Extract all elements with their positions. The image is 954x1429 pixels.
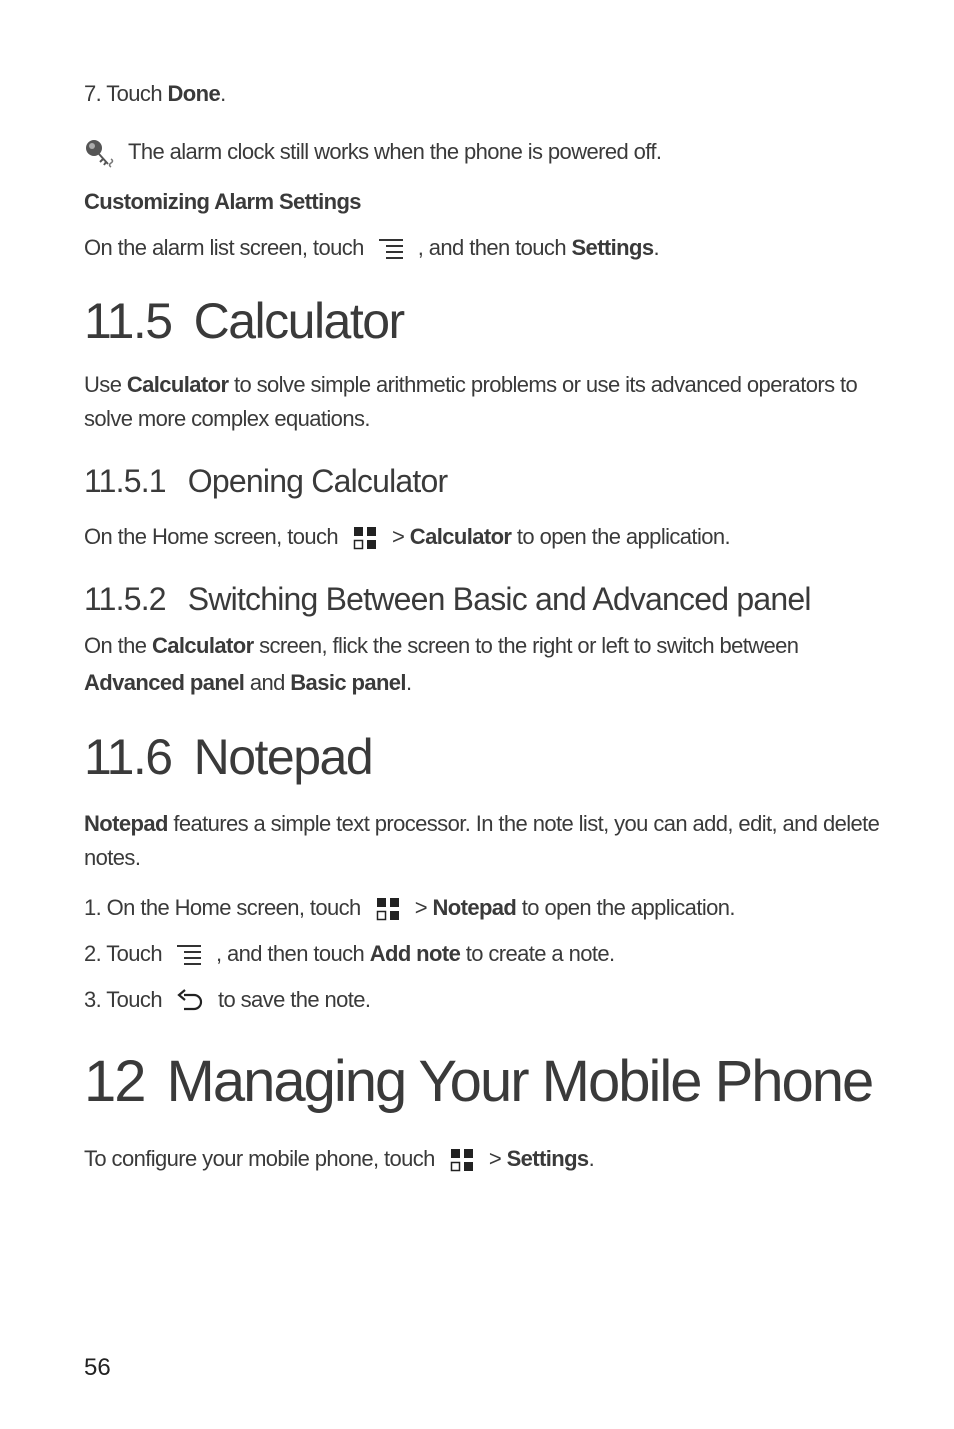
heading-notepad: 11.6 Notepad xyxy=(84,729,373,785)
page-number: 56 xyxy=(84,1354,111,1381)
notepad-step-1: 1. On the Home screen, touch > Notepad to open the application. xyxy=(84,895,735,920)
apps-grid-icon xyxy=(352,526,378,550)
menu-icon xyxy=(378,237,404,261)
notepad-step-3: 3. Touch to save the note. xyxy=(84,987,371,1012)
opening-calculator-text: On the Home screen, touch > Calculator to open the application. xyxy=(84,524,731,549)
notepad-step-2: 2. Touch , and then touch Add note to create a note. xyxy=(84,941,615,966)
back-icon xyxy=(176,989,204,1013)
custom-heading: Customizing Alarm Settings xyxy=(84,189,361,214)
switching-text-line1: On the Calculator screen, flick the screen to the right or left to switch between xyxy=(84,633,799,658)
custom-text: On the alarm list screen, touch , and then touch Settings. xyxy=(84,235,659,260)
heading-calculator: 11.5 Calculator xyxy=(84,293,404,349)
heading-switching-panel: 11.5.2 Switching Between Basic and Advanced panel xyxy=(84,581,811,617)
alarm-note: The alarm clock still works when the phone is powered off. xyxy=(84,135,661,169)
switching-text-line2: Advanced panel and Basic panel. xyxy=(84,670,412,695)
alarm-step-7: 7. Touch Done. xyxy=(84,81,226,106)
note-key-icon xyxy=(84,137,118,169)
heading-opening-calculator: 11.5.1 Opening Calculator xyxy=(84,463,448,499)
heading-managing-phone: 12 Managing Your Mobile Phone xyxy=(84,1049,873,1114)
notepad-intro: Notepad features a simple text processor. In the note list, you can add, edit, and delete notes. xyxy=(84,811,880,870)
apps-grid-icon xyxy=(449,1148,475,1172)
menu-icon xyxy=(176,943,202,967)
apps-grid-icon xyxy=(375,897,401,921)
managing-text: To configure your mobile phone, touch > Settings. xyxy=(84,1146,595,1171)
calculator-intro: Use Calculator to solve simple arithmetic problems or use its advanced operators to solve more complex equations. xyxy=(84,372,858,431)
